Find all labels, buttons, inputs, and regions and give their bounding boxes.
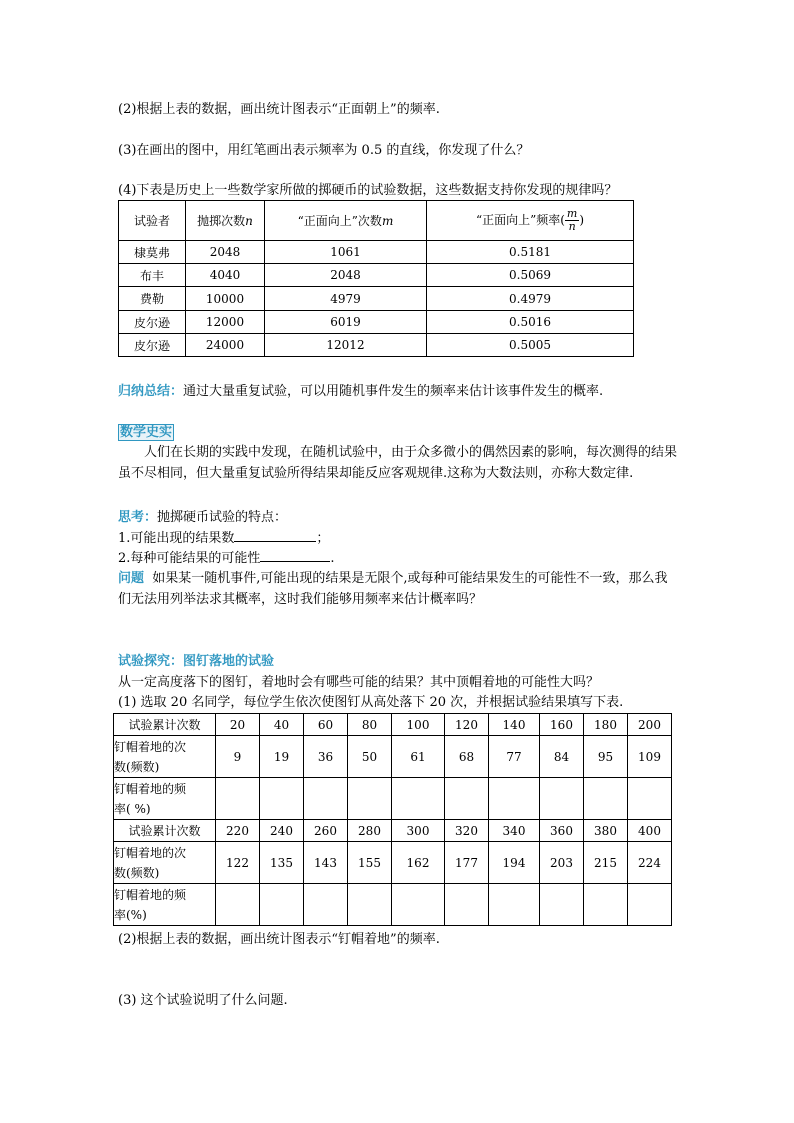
answer-cell[interactable]: [260, 778, 304, 820]
cell: 2048: [186, 241, 265, 264]
cell: 19: [260, 736, 304, 778]
row-label: 钉帽着地的次 数(频数): [114, 842, 216, 884]
cell: 2048: [265, 264, 427, 287]
cell: 4979: [265, 287, 427, 311]
question-label: 问题: [118, 571, 145, 586]
cell: 50: [348, 736, 392, 778]
cell: 12000: [186, 311, 265, 334]
answer-cell[interactable]: [392, 884, 445, 926]
header-tosses: 抛掷次数n: [186, 201, 265, 241]
cell: 194: [489, 842, 540, 884]
question-4: (4)下表是历史上一些数学家所做的掷硬币的试验数据，这些数据支持你发现的规律吗？: [118, 183, 618, 198]
answer-cell[interactable]: [348, 778, 392, 820]
answer-blank[interactable]: [260, 561, 330, 562]
summary-text: 通过大量重复试验，可以用随机事件发生的频率来估计该事件发生的概率.: [183, 384, 604, 399]
cell: 160: [540, 714, 584, 736]
cell: 4040: [186, 264, 265, 287]
answer-cell[interactable]: [348, 884, 392, 926]
table-row: [119, 311, 634, 334]
explore-line-2: (1) 选取 20 名同学，每位学生依次使图钉从高处落下 20 次，并根据试验结果填写下表.: [118, 695, 624, 710]
counts-row-1: [114, 736, 672, 778]
question: [118, 568, 678, 610]
answer-cell[interactable]: [445, 778, 489, 820]
cell: 77: [489, 736, 540, 778]
cell: 122: [216, 842, 260, 884]
cell: 240: [260, 820, 304, 842]
cell: 费勒: [119, 287, 186, 311]
cell: 0.5069: [427, 264, 634, 287]
history-label-line: [118, 425, 174, 441]
cell: 95: [584, 736, 628, 778]
answer-cell[interactable]: [540, 884, 584, 926]
cell: 0.5181: [427, 241, 634, 264]
answer-cell[interactable]: [489, 884, 540, 926]
cell: 40: [260, 714, 304, 736]
answer-cell[interactable]: [445, 884, 489, 926]
cell: 80: [348, 714, 392, 736]
cell: 300: [392, 820, 445, 842]
cell: 280: [348, 820, 392, 842]
table-row: [119, 241, 634, 264]
cell: 61: [392, 736, 445, 778]
cell: 0.4979: [427, 287, 634, 311]
cell: 68: [445, 736, 489, 778]
answer-cell[interactable]: [628, 884, 672, 926]
counts-row-2: [114, 842, 672, 884]
row-label: 钉帽着地的频 率(%): [114, 884, 216, 926]
cell: 143: [304, 842, 348, 884]
answer-cell[interactable]: [260, 884, 304, 926]
think-item-1: 1.可能出现的结果数 ；: [118, 531, 330, 546]
cell: 155: [348, 842, 392, 884]
cell: 220: [216, 820, 260, 842]
cell: 布丰: [119, 264, 186, 287]
row-label: 钉帽着地的次 数(频数): [114, 736, 216, 778]
answer-cell[interactable]: [392, 778, 445, 820]
row-label: 试验累计次数: [114, 820, 216, 842]
cell: 9: [216, 736, 260, 778]
answer-cell[interactable]: [304, 884, 348, 926]
answer-cell[interactable]: [628, 778, 672, 820]
cell: 棣莫弗: [119, 241, 186, 264]
question-2b: (2)根据上表的数据，画出统计图表示“钉帽着地”的频率.: [118, 932, 440, 947]
cell: 60: [304, 714, 348, 736]
question-2: (2)根据上表的数据，画出统计图表示“正面朝上”的频率.: [118, 102, 440, 117]
cell: 177: [445, 842, 489, 884]
question-text: 如果某一随机事件,可能出现的结果是无限个,或每种可能结果发生的可能性不一致，那么我们无法用列举法求其概率，这时我们能够用频率来估计概率吗？: [118, 571, 668, 607]
row-label: 钉帽着地的频 率( %): [114, 778, 216, 820]
think-line: [118, 510, 287, 526]
cell: 360: [540, 820, 584, 842]
table-row: [119, 334, 634, 357]
cell: 6019: [265, 311, 427, 334]
history-text: 人们在长期的实践中发现，在随机试验中，由于众多微小的偶然因素的影响，每次测得的结果虽不尽相同，但大量重复试验所得结果却能反应客观规律.这称为大数法则，亦称大数定律.: [118, 445, 678, 481]
cell: 340: [489, 820, 540, 842]
coin-toss-table: [118, 200, 634, 357]
cell: 260: [304, 820, 348, 842]
question-3b: (3) 这个试验说明了什么问题.: [118, 993, 288, 1008]
cell: 380: [584, 820, 628, 842]
answer-cell[interactable]: [216, 884, 260, 926]
summary: [118, 384, 603, 400]
question-3: (3)在画出的图中，用红笔画出表示频率为 0.5 的直线，你发现了什么？: [118, 143, 530, 158]
cell: 20: [216, 714, 260, 736]
think-item-2: 2.每种可能结果的可能性 .: [118, 551, 335, 566]
cell: 12012: [265, 334, 427, 357]
answer-cell[interactable]: [304, 778, 348, 820]
answer-blank[interactable]: [234, 541, 316, 542]
answer-cell[interactable]: [584, 778, 628, 820]
trials-row-2: [114, 820, 672, 842]
cell: 10000: [186, 287, 265, 311]
cell: 0.5016: [427, 311, 634, 334]
history-label: 数学史实: [120, 425, 173, 440]
header-experimenter: 试验者: [119, 201, 186, 241]
think-label: 思考：: [118, 510, 158, 525]
think-text: 抛掷硬币试验的特点：: [157, 510, 288, 525]
table-row: [119, 287, 634, 311]
cell: 109: [628, 736, 672, 778]
cell: 100: [392, 714, 445, 736]
summary-label: 归纳总结：: [118, 384, 184, 399]
cell: 140: [489, 714, 540, 736]
cell: 135: [260, 842, 304, 884]
thumbtack-table: [113, 713, 672, 926]
answer-cell[interactable]: [489, 778, 540, 820]
cell: 224: [628, 842, 672, 884]
cell: 200: [628, 714, 672, 736]
cell: 215: [584, 842, 628, 884]
explore-title: 试验探究：图钉落地的试验: [118, 654, 275, 669]
cell: 162: [392, 842, 445, 884]
header-heads-count: “正面向上”次数m: [265, 201, 427, 241]
row-label: 试验累计次数: [114, 714, 216, 736]
cell: 36: [304, 736, 348, 778]
explore-line-1: 从一定高度落下的图钉，着地时会有哪些可能的结果？其中顶帽着地的可能性大吗？: [118, 675, 600, 690]
cell: 400: [628, 820, 672, 842]
cell: 120: [445, 714, 489, 736]
cell: 皮尔逊: [119, 311, 186, 334]
cell: 0.5005: [427, 334, 634, 357]
frequency-row-2: [114, 884, 672, 926]
frequency-row-1: [114, 778, 672, 820]
cell: 1061: [265, 241, 427, 264]
answer-cell[interactable]: [584, 884, 628, 926]
trials-row-1: [114, 714, 672, 736]
cell: 24000: [186, 334, 265, 357]
table-row: [119, 264, 634, 287]
answer-cell[interactable]: [540, 778, 584, 820]
table-header-row: [119, 201, 634, 241]
answer-cell[interactable]: [216, 778, 260, 820]
cell: 84: [540, 736, 584, 778]
cell: 180: [584, 714, 628, 736]
cell: 320: [445, 820, 489, 842]
cell: 皮尔逊: [119, 334, 186, 357]
header-heads-frequency: “正面向上”频率( $\frac{m}{n}$ ): [427, 201, 634, 241]
cell: 203: [540, 842, 584, 884]
